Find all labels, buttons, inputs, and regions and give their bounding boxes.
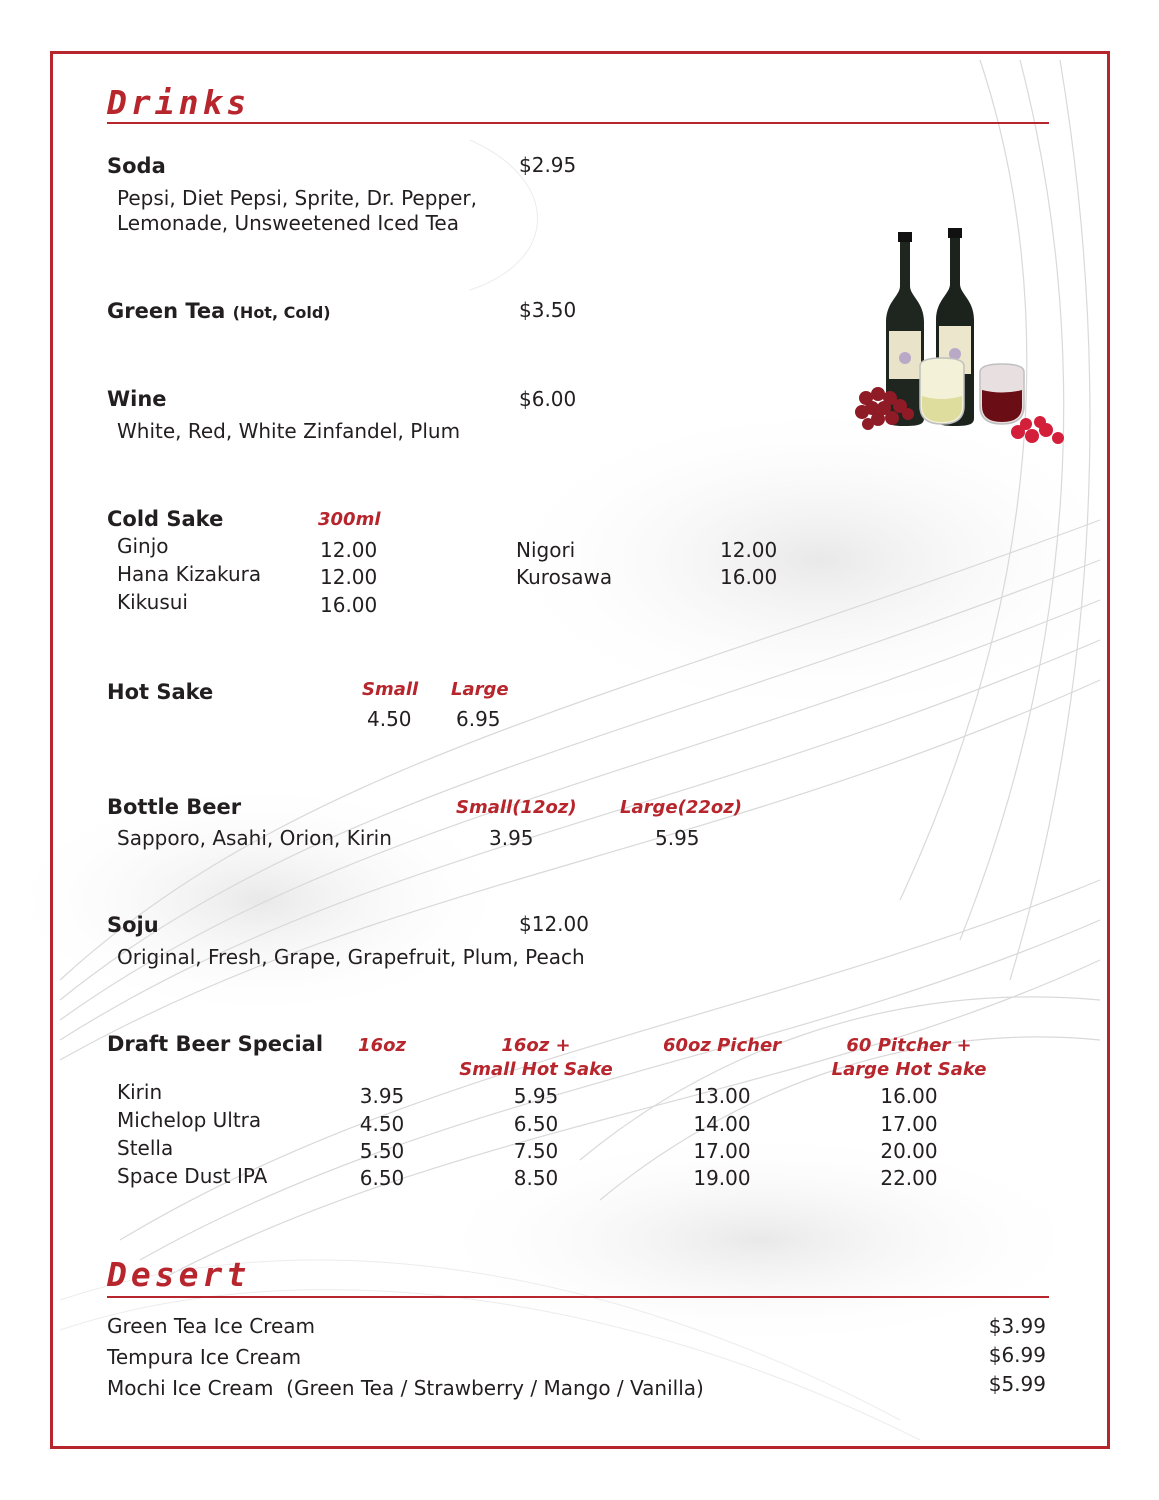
- desert-item-price: $6.99: [988, 1343, 1046, 1367]
- draft-beer-col3-header: 60oz Picher: [662, 1035, 782, 1056]
- desert-item-price: $3.99: [988, 1314, 1046, 1338]
- soda-description-line2: Lemonade, Unsweetened Iced Tea: [117, 211, 459, 235]
- desert-item-name: Mochi Ice Cream (Green Tea / Strawberry / Mango / Vanilla): [107, 1376, 704, 1400]
- cold-sake-item-name: Kurosawa: [516, 565, 613, 589]
- draft-beer-row-price-16oz: 5.50: [359, 1139, 405, 1163]
- draft-beer-row-price-60oz-large-hot-sake: 20.00: [880, 1139, 938, 1163]
- bottle-beer-small-price: 3.95: [489, 826, 534, 850]
- draft-beer-row-price-60oz-large-hot-sake: 17.00: [880, 1112, 938, 1136]
- cold-sake-name: Cold Sake: [107, 507, 224, 531]
- hot-sake-name: Hot Sake: [107, 680, 214, 704]
- draft-beer-row-price-16oz-small-hot-sake: 7.50: [513, 1139, 559, 1163]
- cold-sake-item-name: Kikusui: [117, 590, 188, 614]
- draft-beer-row-price-16oz: 4.50: [359, 1112, 405, 1136]
- soda-price: $2.95: [519, 153, 577, 177]
- desert-divider: [107, 1296, 1049, 1298]
- cold-sake-item-price: 12.00: [320, 538, 378, 562]
- wine-price: $6.00: [519, 387, 577, 411]
- draft-beer-row-price-60oz-large-hot-sake: 16.00: [880, 1084, 938, 1108]
- draft-beer-row-price-16oz: 3.95: [359, 1084, 405, 1108]
- draft-beer-col4-header-line1: 60 Pitcher +: [846, 1035, 972, 1056]
- soda-description-line1: Pepsi, Diet Pepsi, Sprite, Dr. Pepper,: [117, 186, 477, 210]
- cold-sake-item-name: Hana Kizakura: [117, 562, 262, 586]
- cold-sake-item-name: Ginjo: [117, 534, 169, 558]
- bottle-beer-description: Sapporo, Asahi, Orion, Kirin: [117, 826, 392, 850]
- desert-section-title: Desert: [107, 1255, 251, 1294]
- draft-beer-row-price-16oz-small-hot-sake: 6.50: [513, 1112, 559, 1136]
- hot-sake-small-price: 4.50: [367, 707, 412, 731]
- hot-sake-large-price: 6.95: [456, 707, 501, 731]
- wine-description: White, Red, White Zinfandel, Plum: [117, 419, 461, 443]
- wine-bottles-image: [848, 226, 1068, 451]
- bottle-beer-small-label: Small(12oz): [456, 797, 577, 818]
- drinks-section-title: Drinks: [107, 83, 251, 122]
- green-tea-label: Green Tea: [107, 299, 226, 323]
- draft-beer-col4-header-line2: Large Hot Sake: [831, 1059, 987, 1080]
- soju-description: Original, Fresh, Grape, Grapefruit, Plum, Peach: [117, 945, 585, 969]
- cold-sake-item-name: Nigori: [516, 538, 576, 562]
- draft-beer-row-price-60oz: 19.00: [693, 1166, 751, 1190]
- draft-beer-name: Draft Beer Special: [107, 1032, 324, 1056]
- green-tea-note: (Hot, Cold): [232, 303, 331, 322]
- wine-name: Wine: [107, 387, 167, 411]
- green-tea-name: [107, 301, 331, 322]
- desert-item-name: Green Tea Ice Cream: [107, 1314, 316, 1338]
- drinks-divider: [107, 122, 1049, 124]
- bottle-beer-name: Bottle Beer: [107, 795, 242, 819]
- cold-sake-item-price: 12.00: [720, 538, 778, 562]
- bottle-beer-large-label: Large(22oz): [620, 797, 742, 818]
- green-tea-price: $3.50: [519, 298, 577, 322]
- draft-beer-row-price-60oz: 14.00: [693, 1112, 751, 1136]
- draft-beer-row-price-16oz-small-hot-sake: 5.95: [513, 1084, 559, 1108]
- draft-beer-row-price-16oz-small-hot-sake: 8.50: [513, 1166, 559, 1190]
- cold-sake-item-price: 12.00: [320, 565, 378, 589]
- cold-sake-item-price: 16.00: [720, 565, 778, 589]
- soda-name: Soda: [107, 154, 166, 178]
- hot-sake-small-label: Small: [362, 679, 419, 700]
- cold-sake-item-price: 16.00: [320, 593, 378, 617]
- draft-beer-row-name: Michelop Ultra: [117, 1108, 262, 1132]
- soju-name: Soju: [107, 913, 159, 937]
- draft-beer-row-name: Space Dust IPA: [117, 1164, 268, 1188]
- desert-item-price: $5.99: [988, 1372, 1046, 1396]
- draft-beer-row-name: Kirin: [117, 1080, 163, 1104]
- draft-beer-col2-header-line2: Small Hot Sake: [459, 1059, 613, 1080]
- draft-beer-row-price-60oz: 13.00: [693, 1084, 751, 1108]
- draft-beer-col2-header-line1: 16oz +: [501, 1035, 571, 1056]
- draft-beer-col1-header: 16oz: [358, 1035, 406, 1056]
- bottle-beer-large-price: 5.95: [655, 826, 700, 850]
- draft-beer-row-name: Stella: [117, 1136, 174, 1160]
- desert-item-name: Tempura Ice Cream: [107, 1345, 302, 1369]
- draft-beer-row-price-60oz-large-hot-sake: 22.00: [880, 1166, 938, 1190]
- cold-sake-size-label: 300ml: [318, 509, 381, 530]
- soju-price: $12.00: [519, 912, 589, 936]
- hot-sake-large-label: Large: [451, 679, 509, 700]
- draft-beer-row-price-60oz: 17.00: [693, 1139, 751, 1163]
- draft-beer-row-price-16oz: 6.50: [359, 1166, 405, 1190]
